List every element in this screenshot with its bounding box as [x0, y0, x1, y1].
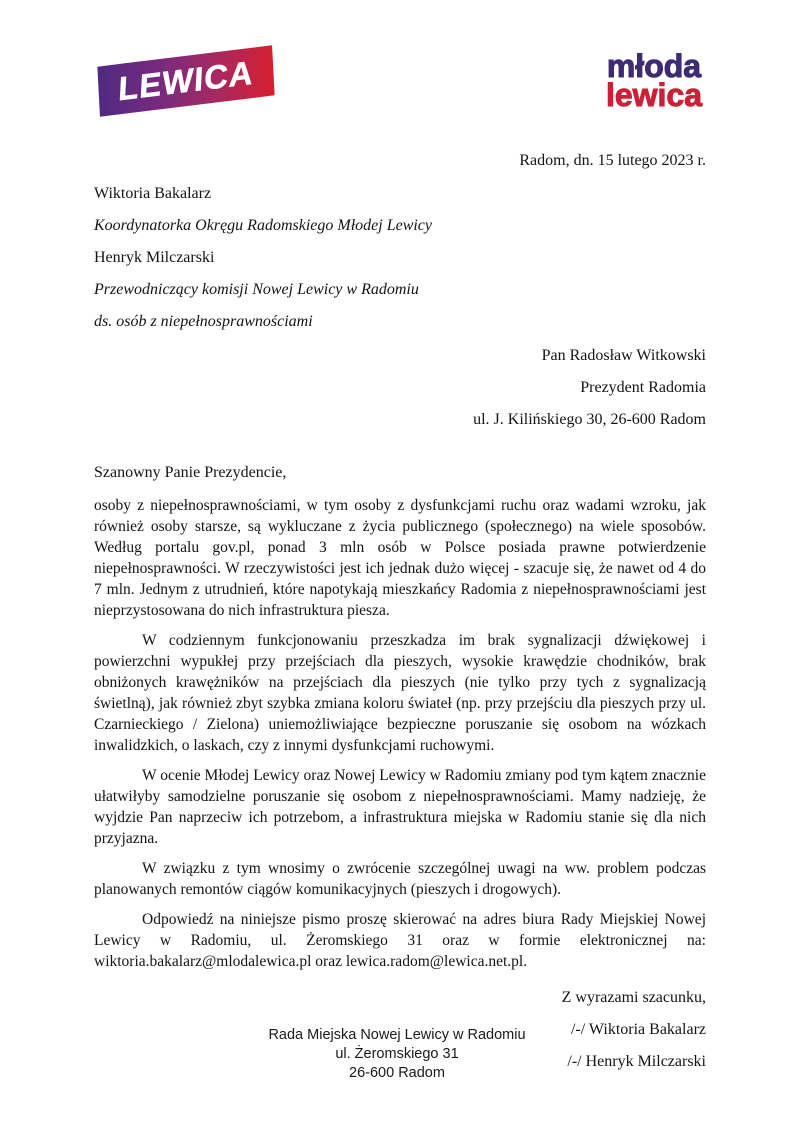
recipient-name: Pan Radosław Witkowski	[541, 347, 706, 364]
footer-city: 26-600 Radom	[349, 1065, 445, 1081]
sender-block	[94, 178, 706, 338]
recipient-address: ul. J. Kilińskiego 30, 26-600 Radom	[473, 411, 706, 428]
header-logos	[94, 46, 708, 126]
signature-2: /-/ Henryk Milczarski	[567, 1053, 706, 1070]
sender-title-2-continued: ds. osób z niepełnosprawnościami	[94, 313, 313, 330]
footer-org-name: Rada Miejska Nowej Lewicy w Radomiu	[268, 1027, 526, 1043]
paragraph-5: Odpowiedź na niniejsze pismo proszę skierować na adres biura Rady Miejskiej Nowej Lewicy w Radomiu, ul. Żeromskiego 31 oraz w formie elektronicznej na: wiktoria.bakalarz@mlodalewica.pl oraz lewica.radom@lewica.net.pl.	[94, 911, 706, 970]
lewica-logo	[97, 45, 274, 117]
footer-block	[0, 1026, 794, 1083]
sender-title-2: Przewodniczący komisji Nowej Lewicy w Radomiu	[94, 281, 419, 298]
footer-street: ul. Żeromskiego 31	[335, 1046, 459, 1062]
mloda-lewica-logo-line2: lewica	[605, 77, 702, 113]
paragraph-3: W ocenie Młodej Lewicy oraz Nowej Lewicy w Radomiu zmiany pod tym kątem znacznie ułatwiłyby samodzielne poruszanie się osobom z niepełnosprawnościami. Mamy nadzieję, że wyjdzie Pan naprzeciw ich potrzebom, a infrastruktura miejska w Radomiu stanie się dla nich przyjazna.	[94, 767, 706, 847]
letter-body	[94, 495, 706, 972]
mloda-lewica-logo-line1: młoda	[606, 48, 702, 84]
paragraph-1: osoby z niepełnosprawnościami, w tym osoby z dysfunkcjami ruchu oraz wadami wzroku, jak również osoby starsze, są wykluczane z życia publicznego (społecznego) na wiele sposobów. Według portalu gov.pl, ponad 3 mln osób w Polsce posiada prawne potwierdzenie niepełnosprawności. W rzeczywistości jest ich jednak dużo więcej - szacuje się, że nawet od 4 do 7 mln. Jednym z utrudnień, które napotykają mieszkańcy Radomia z niepełnosprawnościami jest nieprzystosowana do nich infrastruktura piesza.	[94, 497, 706, 619]
sender-name-1: Wiktoria Bakalarz	[94, 185, 212, 202]
paragraph-4: W związku z tym wnosimy o zwrócenie szczególnej uwagi na ww. problem podczas planowanych remontów ciągów komunikacyjnych (pieszych i drogowych).	[94, 860, 706, 898]
sender-name-2: Henryk Milczarski	[94, 249, 215, 266]
recipient-block	[94, 340, 706, 436]
sender-title-1: Koordynatorka Okręgu Radomskiego Młodej Lewicy	[94, 217, 433, 234]
signature-1: /-/ Wiktoria Bakalarz	[570, 1021, 706, 1038]
lewica-logo-text: LEWICA	[117, 53, 255, 108]
paragraph-2: W codziennym funkcjonowaniu przeszkadza im brak sygnalizacji dźwiękowej i powierzchni wypukłej przy przejściach dla pieszych, wysokie krawędzie chodników, brak obniżonych krawężników na przejściach dla pieszych (nie tylko przy tych z sygnalizacją świetlną), jak również zbyt szybka zmiana koloru świateł (np. przy przejściu dla pieszych przy ul. Czarnieckiego / Zielona) uniemożliwiające bezpieczne poruszanie się osobom na wózkach inwalidzkich, o laskach, czy z innymi dysfunkcjami ruchowymi.	[94, 632, 706, 754]
closing-phrase: Z wyrazami szacunku,	[561, 989, 706, 1006]
letter-content	[94, 146, 706, 1078]
recipient-title: Prezydent Radomia	[580, 379, 706, 396]
date-line: Radom, dn. 15 lutego 2023 r.	[519, 152, 706, 169]
mloda-lewica-logo	[605, 48, 702, 113]
salutation: Szanowny Panie Prezydencie,	[94, 464, 287, 481]
